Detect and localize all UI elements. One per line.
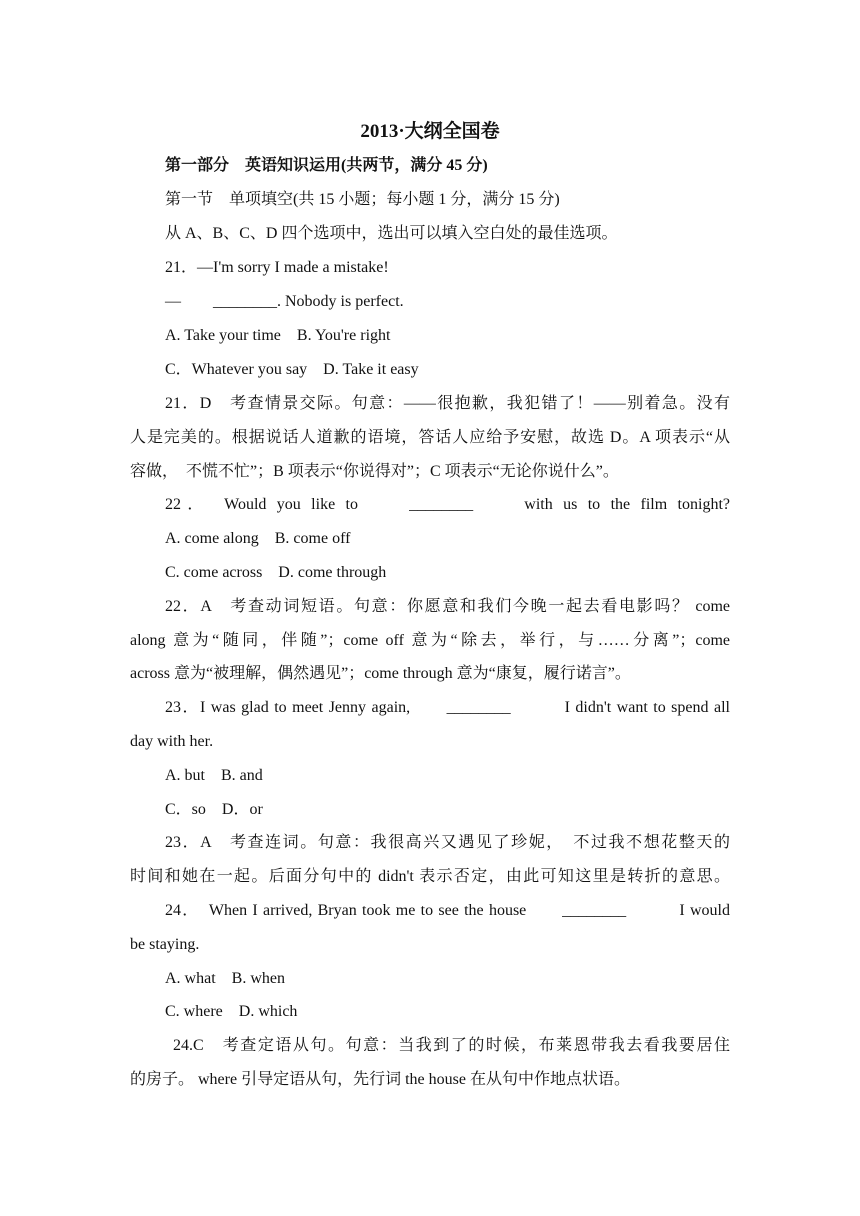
question-22-options-ab: A. come along B. come off <box>165 530 351 547</box>
question-23-stem: 23．I was glad to meet Jenny again, ________ I didn't want to spend all <box>165 699 730 716</box>
question-22-stem: 22． Would you like to ________ with us to the film tonight? <box>165 496 730 513</box>
question-23-options-cd: C．so D．or <box>165 801 263 818</box>
question-21-response: — ________. Nobody is perfect. <box>165 293 404 310</box>
question-21-options-cd: C．Whatever you say D. Take it easy <box>165 361 419 378</box>
question-23-options-ab: A. but B. and <box>165 767 263 784</box>
answer-23-line: 23．A 考查连词。句意：我很高兴又遇见了珍妮， 不过我不想花整天的 <box>165 834 730 851</box>
answer-23-line: 时间和她在一起。后面分句中的 didn't 表示否定，由此可知这里是转折的意思。 <box>130 868 730 885</box>
question-24-stem-cont: be staying. <box>130 936 200 953</box>
question-21-options-ab: A. Take your time B. You're right <box>165 327 391 344</box>
instructions: 从 A、B、C、D 四个选项中，选出可以填入空白处的最佳选项。 <box>165 225 618 242</box>
question-23-stem-cont: day with her. <box>130 733 214 750</box>
answer-22-line: 22．A 考查动词短语。句意：你愿意和我们今晚一起去看电影吗？ come <box>165 598 730 615</box>
question-22-options-cd: C. come across D. come through <box>165 564 387 581</box>
answer-22-line: along 意为“随同，伴随”；come off 意为“除去，举行，与……分离”；come <box>130 632 730 649</box>
part-heading: 第一部分 英语知识运用(共两节，满分 45 分) <box>165 157 488 174</box>
answer-24-line: 24.C 考查定语从句。句意：当我到了的时候，布莱恩带我去看我要居住 <box>173 1037 730 1054</box>
answer-21-line: 容做， 不慌不忙”；B 项表示“你说得对”；C 项表示“无论你说什么”。 <box>130 463 619 480</box>
answer-21-line: 21．D 考查情景交际。句意：——很抱歉，我犯错了！——别着急。没有 <box>165 395 730 412</box>
answer-22-line: across 意为“被理解，偶然遇见”；come through 意为“康复，履行诺言”。 <box>130 665 631 682</box>
question-24-stem: 24． When I arrived, Bryan took me to see the house ________ I would <box>165 902 730 919</box>
question-24-options-cd: C. where D. which <box>165 1003 298 1020</box>
answer-24-line: 的房子。 where 引导定语从句，先行词 the house 在从句中作地点状语。 <box>130 1071 630 1088</box>
section-heading: 第一节 单项填空(共 15 小题；每小题 1 分，满分 15 分) <box>165 191 560 208</box>
page-title: 2013·大纲全国卷 <box>360 121 500 142</box>
answer-21-line: 人是完美的。根据说话人道歉的语境，答话人应给予安慰，故选 D。A 项表示“从 <box>130 429 730 446</box>
question-24-options-ab: A. what B. when <box>165 970 285 987</box>
question-21-stem: 21．—I'm sorry I made a mistake! <box>165 259 389 276</box>
